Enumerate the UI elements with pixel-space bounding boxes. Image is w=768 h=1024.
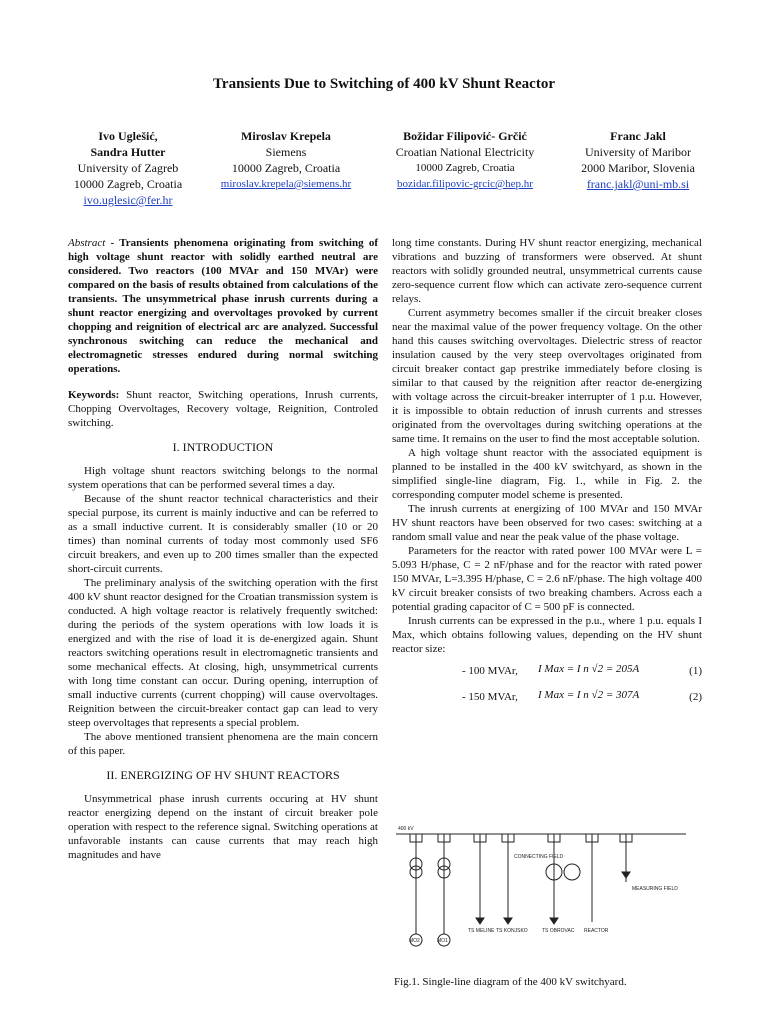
paragraph: The inrush currents at energizing of 100 MVAr and 150 MVAr HV shunt reactors have been observed for two cases: switching at a random small value and near the peak value of the phase voltage. (392, 503, 702, 543)
connecting-field-label: CONNECTING FIELD (514, 854, 564, 860)
paragraph: High voltage shunt reactors switching belongs to the normal system operations that can be performed several times a day. (68, 465, 378, 491)
abstract-label: Abstract (68, 237, 106, 249)
author-affiliation: University of Zagreb (77, 161, 179, 175)
author-affiliation: Siemens (265, 145, 307, 159)
paragraph: Unsymmetrical phase inrush currents occuring at HV shunt reactor energizing depend on the instant of circuit breaker pole operation with respect to the reference signal. Switching operations at unfavorable instants can cause currents that may reach high magnitudes and have (68, 793, 378, 861)
author-email-link[interactable]: ivo.uglesic@fer.hr (83, 193, 173, 207)
paragraph: The preliminary analysis of the switching operation with the first 400 kV shunt reactor designed for the Croatian transmission system is conducted. A high voltage reactor is relatively frequently switched: during the periods of the system operations with low loads it is energized and with the rise of load it is de-energized again. Shunt reactors switching operations result in electromagnetic transients and some mechanical effects. At closing, high, unsymmetrical currents with long time constant can occur. During opening, interruption of small inductive currents (current chopping) will cause overvoltages. Reignition between the circuit-breaker contact gap can lead to very steep overvoltages that represents a special problem. (68, 577, 378, 729)
equation-1 (392, 660, 702, 682)
author-email-link[interactable]: miroslav.krepela@siemens.hr (220, 178, 352, 190)
author-name: Sandra Hutter (90, 145, 166, 159)
author-name: Franc Jakl (610, 129, 666, 143)
voltmeter-icon (564, 864, 580, 880)
author-city: 10000 Zagreb, Croatia (73, 177, 183, 191)
author-city: 10000 Zagreb, Croatia (231, 161, 341, 175)
measuring-field-label: MEASURING FIELD (632, 886, 678, 892)
equation-formula: I Max = I n √2 = 205A (538, 663, 640, 675)
author-block-2 (196, 128, 376, 192)
generator-label: MO2 (409, 938, 420, 944)
author-name: Ivo Uglešić, (98, 129, 158, 143)
author-block-1 (48, 128, 208, 208)
equation-label: - 100 MVAr, (462, 665, 518, 677)
generator-label: MO1 (437, 938, 448, 944)
keywords-text: Shunt reactor, Switching operations, Inrush currents, Chopping Overvoltages, Recovery voltage, Reignition, Controled switching. (68, 389, 378, 429)
author-affiliation: University of Maribor (585, 145, 691, 159)
feeder-label: TS OBROVAC (542, 928, 575, 934)
figure-caption: Fig.1. Single-line diagram of the 400 kV switchyard. (394, 976, 627, 988)
author-affiliation: Croatian National Electricity (395, 145, 535, 159)
reactor-label: REACTOR (584, 928, 609, 934)
paragraph: The above mentioned transient phenomena are the main concern of this paper. (68, 731, 378, 757)
author-city: 2000 Maribor, Slovenia (581, 161, 695, 175)
left-column (68, 236, 378, 862)
author-email-link[interactable]: bozidar.filipovic-grcic@hep.hr (397, 178, 533, 190)
paragraph: Parameters for the reactor with rated power 100 MVAr were L = 5.093 H/phase, C = 2 nF/phase and for the reactor with rated power 150 MVAr, L=3.395 H/phase, C = 2.6 nF/phase. The high voltage 400 kV circuit breaker consists of two breaking chambers. Across each a potential grading capacitor of C = 500 pF is connected. (392, 545, 702, 613)
author-block-3 (380, 128, 550, 192)
equation-2 (392, 686, 702, 708)
keywords-label: Keywords: (68, 389, 120, 401)
paragraph: Current asymmetry becomes smaller if the circuit breaker closes near the maximal value of the power frequency voltage. On the other hand this causes switching overvoltages. Dielectric stress of reactor insulation caused by the very steep overvoltages originated from circuit breaker contact gap prestrike immediately before closing is similar to that caused by the reignition after reactor de-energizing with voltage across the circuit-breaker interrupter of 1 p.u. However, it is impossible to obtain reduction of inrush currents and stresses originated from the overvoltages during switching operations at the same time. It remains on the user to find the most acceptable solution. (392, 307, 702, 445)
paragraph: long time constants. During HV shunt reactor energizing, mechanical vibrations and buzzing of transformers were observed. At shunt reactors with solidly grounded neutral, unsymmetrical currents cause zero-sequence current flow which can activate zero-sequence current relays. (392, 237, 702, 305)
equation-number: (1) (689, 665, 702, 677)
author-city: 10000 Zagreb, Croatia (415, 162, 515, 174)
author-name: Miroslav Krepela (241, 129, 331, 143)
equation-number: (2) (689, 691, 702, 703)
equation-formula: I Max = I n √2 = 307A (538, 689, 640, 701)
bus-label: 400 kV (398, 826, 414, 832)
author-email-link[interactable]: franc.jakl@uni-mb.si (586, 177, 690, 191)
author-block-4 (562, 128, 714, 192)
abstract (68, 236, 378, 376)
paragraph: Inrush currents can be expressed in the p.u., where 1 p.u. equals I Max, which obtains following values, depending on the HV shunt reactor size: (392, 615, 702, 655)
author-name: Božidar Filipović- Grčić (403, 129, 527, 143)
single-line-diagram (396, 822, 696, 972)
section-heading: I. INTRODUCTION (172, 440, 274, 454)
right-column (392, 236, 702, 708)
section-heading: II. ENERGIZING OF HV SHUNT REACTORS (106, 768, 340, 782)
paper-title: Transients Due to Switching of 400 kV Shunt Reactor (213, 76, 555, 92)
equation-label: - 150 MVAr, (462, 691, 518, 703)
paragraph: A high voltage shunt reactor with the associated equipment is planned to be installed in the 400 kV switchyard, as shown in the simplified single-line diagram, Fig. 1., while in Fig. 2. the corresponding computer model scheme is presented. (392, 447, 702, 501)
feeder-label: TS MELINE (468, 928, 495, 934)
paragraph: Because of the shunt reactor technical characteristics and their special purpose, its current is mainly inductive and can be referred to as a small inductive current. It is considerably smaller (10 or 20 times) than nominal currents of today most commonly used SF6 circuit breakers, and even up to 200 times smaller than the expected short-circuit currents. (68, 493, 378, 575)
abstract-body: - Transients phenomena originating from switching of high voltage shunt reactor with solidly earthed neutral are considered. Two reactors (100 MVAr and 150 MVAr) were compared on the basis of results obtained from calculations of the transients. The unsymmetrical phase inrush currents during a shunt reactor energizing and overvoltages provoked by current chopping and reignition of electrical arc are analyzed. Successful synchronous switching can reduce the mechanical and electromagnetic stresses endured during normal switching operations. (68, 237, 378, 375)
feeder-label: TS KONJSKO (496, 928, 528, 934)
keywords (68, 388, 378, 430)
